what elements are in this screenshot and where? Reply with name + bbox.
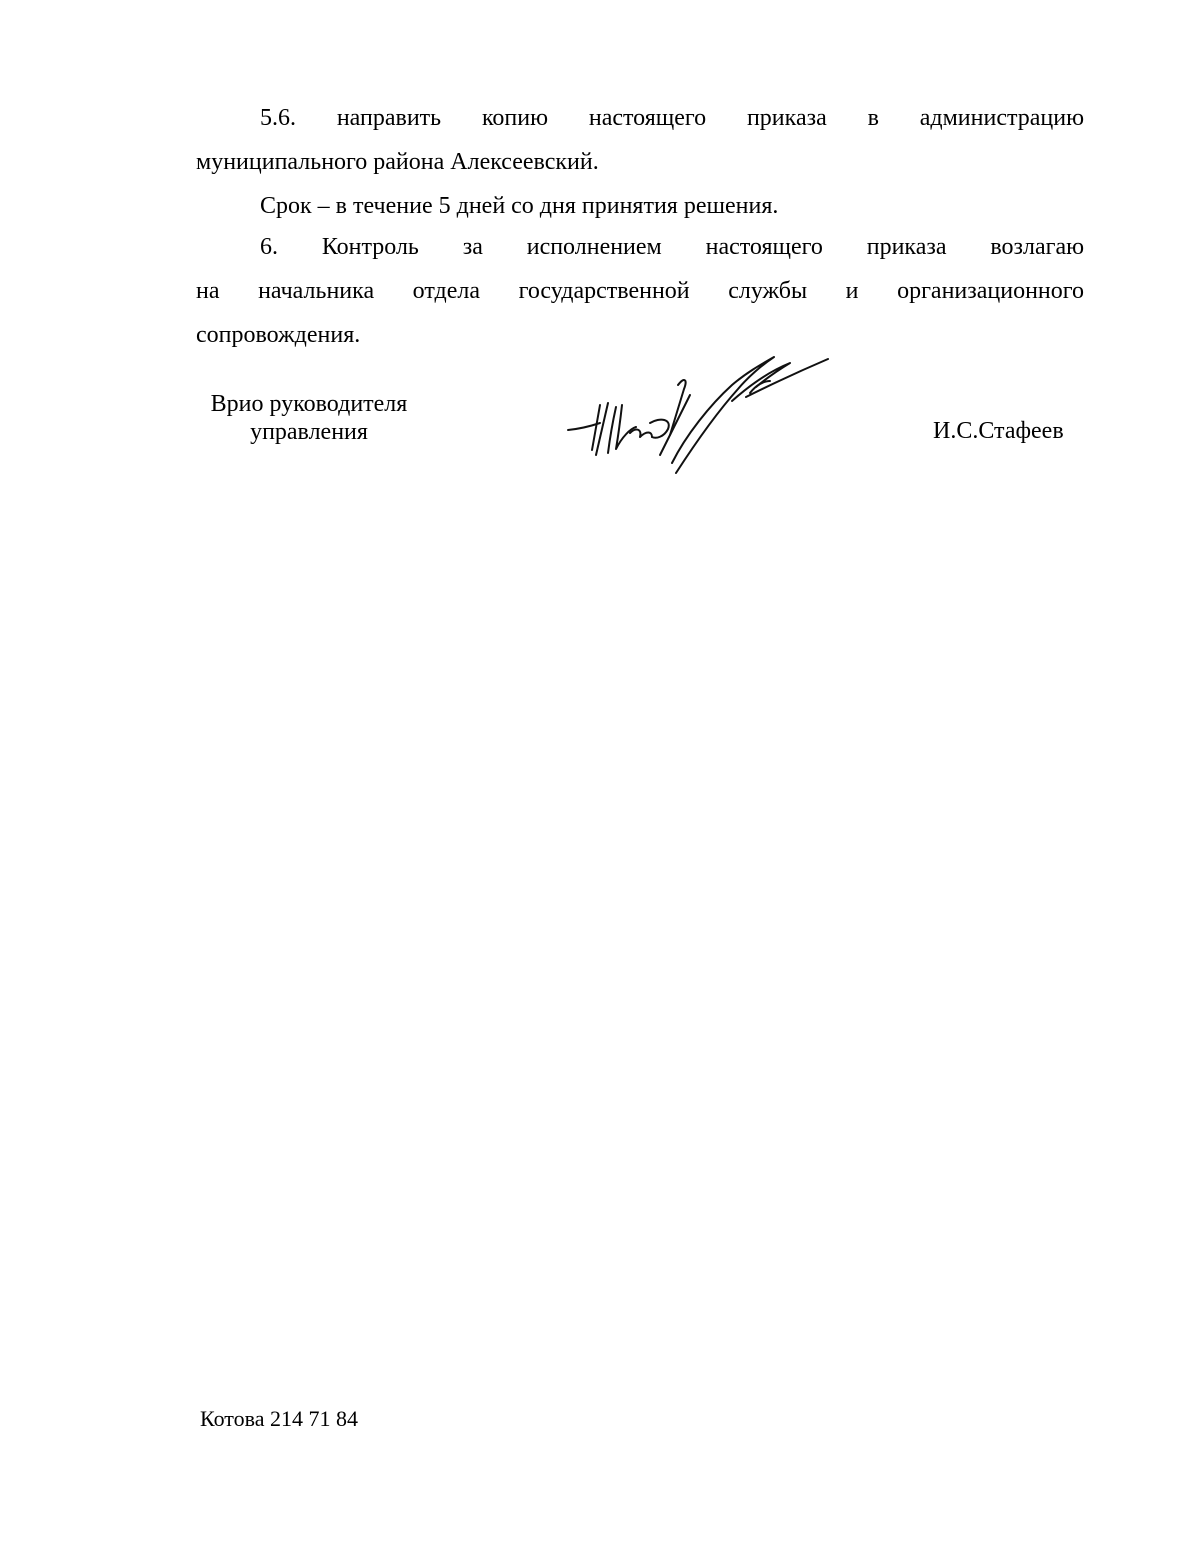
word: и (845, 278, 859, 304)
item-5-6-line-2: муниципального района Алексеевский. (196, 149, 599, 175)
deadline-text: Срок – в течение 5 дней со дня принятия решения. (260, 193, 779, 219)
word: 5.6. (260, 105, 296, 131)
handwritten-signature (560, 345, 835, 475)
footer-contact: Котова 214 71 84 (200, 1406, 358, 1431)
word: за (462, 234, 483, 260)
word: государственной (518, 278, 690, 304)
signatory-title-line-2: управления (250, 419, 368, 445)
word: начальника (258, 278, 375, 304)
word: исполнением (526, 234, 662, 260)
word: приказа (746, 105, 827, 131)
item-6-line-1 (196, 232, 1084, 262)
signatory-title-line-1: Врио руководителя (210, 391, 408, 417)
word: направить (336, 105, 442, 131)
signatory-name: И.С.Стафеев (933, 418, 1064, 444)
word: возлагаю (990, 234, 1085, 260)
word: на (196, 278, 220, 304)
item-5-6 (196, 103, 1084, 177)
word: 6. Контроль (260, 234, 419, 260)
item-6-line-2 (196, 276, 1084, 306)
signatory-title (196, 390, 422, 446)
item-5-6-line-1 (196, 103, 1084, 133)
word: копию (481, 105, 549, 131)
word: в (867, 105, 879, 131)
word: приказа (866, 234, 947, 260)
deadline-paragraph (196, 191, 1084, 221)
word: организационного (897, 278, 1085, 304)
word: настоящего (705, 234, 823, 260)
item-6 (196, 232, 1084, 350)
word: настоящего (588, 105, 707, 131)
word: администрацию (919, 105, 1085, 131)
word: отдела (412, 278, 481, 304)
item-6-line-3: сопровождения. (196, 322, 361, 348)
word: службы (728, 278, 808, 304)
